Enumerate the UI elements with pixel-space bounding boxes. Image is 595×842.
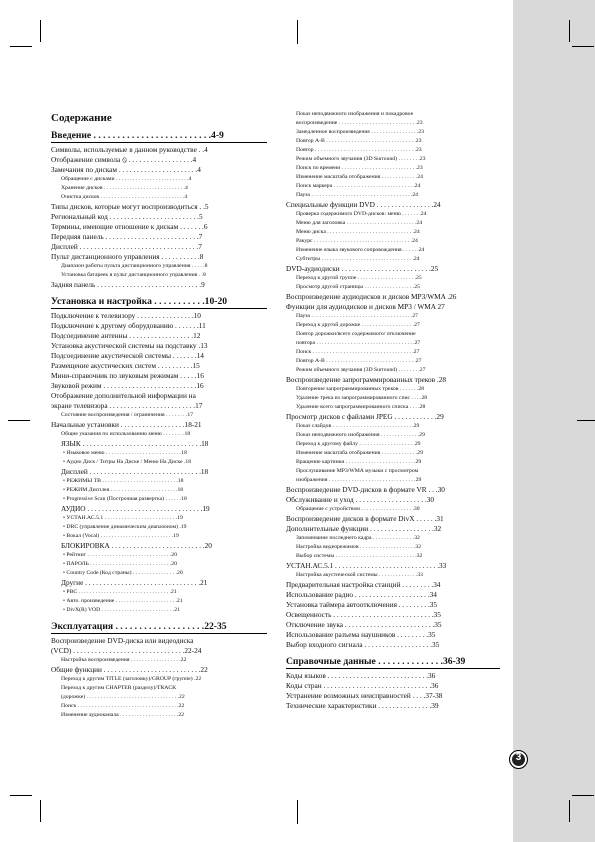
- toc-entry: Подсоединение акустической системы . . . . . . .14: [51, 351, 204, 360]
- toc-entry: Установка акустической системы на подставку .13: [51, 341, 208, 350]
- toc-entry: Переход к другому файлу . . . . . . . . . . . . . . . . . . . .29: [296, 441, 421, 447]
- toc-entry: Задняя панель . . . . . . . . . . . . . . . . . . . . . . . . . . . . .9: [51, 280, 205, 289]
- toc-entry: Обращение с дисками . . . . . . . . . . . . . . . . . . . . . . . . . .4: [61, 176, 192, 182]
- toc-entry: Обращение с устройством . . . . . . . . . . . . . . . . . . .30: [296, 506, 420, 512]
- toc-entry: Воспроизведение DVD-диска или видеодиска: [51, 636, 194, 645]
- toc-entry: Меню для заголовка . . . . . . . . . . . . . . . . . . . . . . . . .24: [296, 220, 423, 226]
- toc-entry: Изменение масштаба отображения . . . . . . . . . . . . .24: [296, 174, 423, 180]
- toc-entry: • РЕЖИМ Дисплея . . . . . . . . . . . . . . . . . . . . . . . .18: [63, 487, 184, 493]
- toc-entry: Поиск маркера . . . . . . . . . . . . . . . . . . . . . . . . . . . . .24: [296, 183, 421, 189]
- registration-mark: [577, 420, 595, 421]
- toc-entry: Дисплей . . . . . . . . . . . . . . . . . . . . . . . . . . . . . . .18: [61, 467, 209, 476]
- toc-entry: Мини-справочник по звуковым режимам . . . . .16: [51, 371, 204, 380]
- toc-right-column: [286, 110, 500, 711]
- crop-mark: [572, 46, 594, 47]
- crop-mark: [569, 800, 570, 822]
- toc-section-header: Эксплуатация . . . . . . . . . . . . . . . . . . .22-35: [51, 621, 267, 634]
- toc-entry: Использование разъема наушников . . . . . . . . .35: [286, 630, 436, 639]
- toc-entry: • РЕЖИМЫ ТВ . . . . . . . . . . . . . . . . . . . . . . . . . . .18: [63, 478, 184, 484]
- toc-entry: Изменение языка звукового сопровождения . . . . . .24: [296, 247, 425, 253]
- toc-entry: Поиск по времени . . . . . . . . . . . . . . . . . . . . . . . . . . .23: [296, 165, 423, 171]
- toc-entry: Повторение запрограммированных треков . . . . . . .28: [296, 386, 425, 392]
- toc-entry: Проверка содержимого DVD-дисков: меню . . . . . . .24: [296, 211, 427, 217]
- toc-entry: Ракурс . . . . . . . . . . . . . . . . . . . . . . . . . . . . . . . . . . .24: [296, 238, 418, 244]
- toc-entry: Переход к другой группе . . . . . . . . . . . . . . . . . . . . .25: [296, 275, 422, 281]
- toc-entry: Воспроизведение аудиодисков и дисков MP3/WMA .26: [286, 292, 457, 301]
- toc-entry: Переход к другой дорожке . . . . . . . . . . . . . . . . . . .27: [296, 322, 420, 328]
- toc-entry: Показ слайдов . . . . . . . . . . . . . . . . . . . . . . . . . . . . .29: [296, 423, 420, 429]
- toc-entry: Отключение звука . . . . . . . . . . . . . . . . . . . . . . . . .35: [286, 620, 442, 629]
- toc-entry: Использование радио . . . . . . . . . . . . . . . . . . . . .34: [286, 590, 437, 599]
- toc-entry: АУДИО . . . . . . . . . . . . . . . . . . . . . . . . . . . . . . . .19: [61, 504, 210, 513]
- toc-entry: Типы дисков, которые могут воспроизводиться . .5: [51, 202, 209, 211]
- toc-entry: Коды стран . . . . . . . . . . . . . . . . . . . . . . . . . . . . . .36: [286, 681, 439, 690]
- toc-entry: Переход к другим TITLE (заголовку)/GROUP (группе) .22: [61, 676, 202, 682]
- toc-entry: • Аудио Диск / Титры На Диске / Меню На Диске .18: [63, 459, 192, 465]
- page-title: Содержание: [51, 112, 112, 124]
- toc-left-column: [51, 106, 267, 720]
- toc-entry: Просмотр дисков с файлами JPEG . . . . . . . . . . . .29: [286, 412, 444, 421]
- toc-entry: Поиск . . . . . . . . . . . . . . . . . . . . . . . . . . . . . . . . . . . .27: [296, 349, 420, 355]
- side-tab: [513, 0, 595, 842]
- toc-entry: Воспроизведение DVD-дисков в формате VR . . .30: [286, 485, 445, 494]
- toc-entry: Субтитры . . . . . . . . . . . . . . . . . . . . . . . . . . . . . . . . .24: [296, 256, 420, 262]
- toc-entry: • Country Code (Код страны) . . . . . . . . . . . . . . . .20: [63, 570, 183, 576]
- toc-entry: Изменение масштаба отображения . . . . . . . . . . . . .29: [296, 450, 423, 456]
- toc-entry: Воспроизведение дисков в формате DivX . . . . . .31: [286, 514, 444, 523]
- toc-entry: Устранение возможных неисправностей . . . .37-38: [286, 691, 443, 700]
- toc-entry: Термины, имеющие отношение к дискам . . . . . . .6: [51, 222, 208, 231]
- toc-entry: • Вокал (Vocal) . . . . . . . . . . . . . . . . . . . . . . . . . .19: [63, 533, 179, 539]
- toc-entry: Технические характеристики . . . . . . . . . . . . . . .39: [286, 701, 439, 710]
- toc-entry: Настройка видеорежимов . . . . . . . . . . . . . . . . . . . .32: [296, 544, 422, 550]
- toc-entry: Режим объемного звучания (3D Surround) . . . . . . . .23: [296, 156, 426, 162]
- toc-entry: Другие . . . . . . . . . . . . . . . . . . . . . . . . . . . . . . . .21: [61, 578, 208, 587]
- toc-entry: Начальные установки . . . . . . . . . . . . . . . . . .18-21: [51, 420, 202, 429]
- toc-section-header: Введение . . . . . . . . . . . . . . . . . . . . . . . . .4-9: [51, 130, 267, 143]
- toc-entry: Повтор дорожки/всего содержимого/ отключение: [296, 331, 416, 337]
- toc-entry: Удаление трека из запрограммированного спис . . . .28: [296, 395, 428, 401]
- toc-entry: Замедленное воспроизведение . . . . . . . . . . . . . . . . .23: [296, 129, 424, 135]
- toc-entry: изображения . . . . . . . . . . . . . . . . . . . . . . . . . . . . . . .29: [296, 477, 422, 483]
- toc-entry: Передняя панель . . . . . . . . . . . . . . . . . . . . . . . . . .7: [51, 232, 203, 241]
- toc-entry: Общие функции . . . . . . . . . . . . . . . . . . . . . . . . . . .22: [51, 665, 208, 674]
- toc-entry: Замечания по дискам . . . . . . . . . . . . . . . . . . . . . .4: [51, 165, 201, 174]
- registration-mark: [297, 20, 298, 44]
- toc-entry: Поиск . . . . . . . . . . . . . . . . . . . . . . . . . . . . . . . . . . . .22: [61, 703, 185, 709]
- toc-entry: • УСТАН.АС.5.1 . . . . . . . . . . . . . . . . . . . . . . . . . .19: [63, 515, 183, 521]
- toc-entry: Повтор A-B . . . . . . . . . . . . . . . . . . . . . . . . . . . . . . . .23: [296, 138, 422, 144]
- toc-entry: Настройка акустической системы . . . . . . . . . . . . . .33: [296, 572, 424, 578]
- toc-entry: Дисплей . . . . . . . . . . . . . . . . . . . . . . . . . . . . . . . . .7: [51, 242, 202, 251]
- toc-entry: Хранение дисков . . . . . . . . . . . . . . . . . . . . . . . . . . . . .4: [61, 185, 188, 191]
- toc-entry: Предварительная настройка станций . . . . . . . . .34: [286, 580, 441, 589]
- toc-entry: (дорожке) . . . . . . . . . . . . . . . . . . . . . . . . . . . . . . . . .22: [61, 694, 185, 700]
- toc-entry: Установка таймера автоотключения . . . . . . . . .35: [286, 600, 438, 609]
- toc-entry: воспроизведение . . . . . . . . . . . . . . . . . . . . . . . . . . . .23: [296, 120, 423, 126]
- toc-entry: Подсоединение антенны . . . . . . . . . . . . . . . . . .12: [51, 331, 201, 340]
- toc-entry: Дополнительные функции . . . . . . . . . . . . . . . . . .32: [286, 524, 442, 533]
- toc-entry: Специальные функции DVD . . . . . . . . . . . . . . . .24: [286, 200, 441, 209]
- registration-mark: [8, 420, 30, 421]
- toc-entry: Пульт дистанционного управления . . . . . . . . . . .8: [51, 252, 204, 261]
- toc-entry: Пауза . . . . . . . . . . . . . . . . . . . . . . . . . . . . . . . . . . . .27: [296, 313, 419, 319]
- toc-entry: УСТАН.АС.5.1 . . . . . . . . . . . . . . . . . . . . . . . . . . . . .33: [286, 561, 447, 570]
- toc-entry: (VCD) . . . . . . . . . . . . . . . . . . . . . . . . . . . . . . .22-24: [51, 646, 202, 655]
- toc-entry: Отображение дополнительной информации на: [51, 391, 196, 400]
- toc-entry: Подключение к телевизору . . . . . . . . . . . . . . . .10: [51, 311, 201, 320]
- page-number: 3: [515, 752, 522, 763]
- toc-entry: Установка батареек в пульт дистанционного управления . .8: [61, 272, 206, 278]
- toc-section-header: Установка и настройка . . . . . . . . . . .10-20: [51, 296, 267, 309]
- toc-entry: Изменение аудиоканала . . . . . . . . . . . . . . . . . . . . .22: [61, 712, 185, 718]
- toc-entry: Прослушивание MP3/WMA музыки с просмотром: [296, 468, 419, 474]
- toc-entry: Общие указания по использованию меню . . . . . . . .18: [61, 431, 191, 437]
- toc-entry: • Языковое меню . . . . . . . . . . . . . . . . . . . . . . . . . . .18: [63, 450, 187, 456]
- toc-entry: Запоминание последнего кадра . . . . . . . . . . . . . . .32: [296, 535, 420, 541]
- toc-entry: повтора . . . . . . . . . . . . . . . . . . . . . . . . . . . . . . . . . . .27: [296, 340, 421, 346]
- page-number-badge: [509, 750, 528, 769]
- toc-entry: Вращение картинки . . . . . . . . . . . . . . . . . . . . . . . . .29: [296, 459, 422, 465]
- toc-entry: БЛОКИРОВКА . . . . . . . . . . . . . . . . . . . . . . . . . .20: [61, 541, 212, 550]
- crop-mark: [40, 20, 41, 42]
- toc-entry: Повтор A-B . . . . . . . . . . . . . . . . . . . . . . . . . . . . . . . .27: [296, 358, 422, 364]
- toc-entry: Режим объемного звучания (3D Surround) . . . . . . . .27: [296, 367, 426, 373]
- toc-entry: • Авто. произведение . . . . . . . . . . . . . . . . . . . . . .21: [63, 598, 183, 604]
- toc-entry: Региональный код . . . . . . . . . . . . . . . . . . . . . . . . .5: [51, 212, 203, 221]
- toc-entry: Освещенность . . . . . . . . . . . . . . . . . . . . . . . . . . . .35: [286, 610, 441, 619]
- toc-entry: Обслуживание и уход . . . . . . . . . . . . . . . . . . . .30: [286, 495, 434, 504]
- toc-entry: Пауза . . . . . . . . . . . . . . . . . . . . . . . . . . . . . . . . . . . .24: [296, 192, 419, 198]
- toc-entry: • Progressive Scan (Построчная развертка) . . . . . .18: [63, 496, 187, 502]
- toc-entry: Подключение к другому оборудованию . . . . . . .11: [51, 321, 206, 330]
- toc-entry: Размещение акустических систем . . . . . . . . . .15: [51, 361, 200, 370]
- toc-entry: экране телевизора . . . . . . . . . . . . . . . . . . . . . . . .17: [51, 401, 203, 410]
- toc-entry: Воспроизведение запрограммированных треков .28: [286, 375, 446, 384]
- toc-entry: • Рейтинг . . . . . . . . . . . . . . . . . . . . . . . . . . . . . .20: [63, 552, 177, 558]
- toc-entry: Символы, используемые в данном руководстве . .4: [51, 145, 208, 154]
- crop-mark: [40, 800, 41, 822]
- toc-entry: Показ неподвижного изображения . . . . . . . . . . . . . .29: [296, 432, 425, 438]
- crop-mark: [10, 795, 32, 796]
- toc-entry: • ПАРОЛЬ . . . . . . . . . . . . . . . . . . . . . . . . . . . . .20: [63, 561, 177, 567]
- crop-mark: [569, 20, 570, 42]
- toc-entry: Выбор системы . . . . . . . . . . . . . . . . . . . . . . . . . . . . .32: [296, 553, 423, 559]
- toc-entry: Диапазон работы пульта дистанционного управления . . . . .8: [61, 263, 208, 269]
- registration-mark: [297, 800, 298, 824]
- toc-entry: Очистка дисков . . . . . . . . . . . . . . . . . . . . . . . . . . . . . .4: [61, 194, 188, 200]
- toc-entry: ЯЗЫК . . . . . . . . . . . . . . . . . . . . . . . . . . . . . . . . .18: [61, 439, 209, 448]
- toc-entry: • PBC . . . . . . . . . . . . . . . . . . . . . . . . . . . . . . . . .21: [63, 589, 177, 595]
- toc-entry: Функции для аудиодисков и дисков MP3 / WMA 27: [286, 302, 445, 311]
- toc-entry: Звуковой режим . . . . . . . . . . . . . . . . . . . . . . . . . .16: [51, 381, 204, 390]
- toc-entry: Коды языков . . . . . . . . . . . . . . . . . . . . . . . . . . . .36: [286, 671, 436, 680]
- toc-entry: Отображение символа ⦸ . . . . . . . . . . . . . . . . . .4: [51, 155, 197, 164]
- toc-entry: Повтор . . . . . . . . . . . . . . . . . . . . . . . . . . . . . . . . . . . .23: [296, 147, 422, 153]
- crop-mark: [572, 795, 594, 796]
- toc-entry: Состояние воспроизведения / ограничения . . . . . . . .17: [61, 412, 194, 418]
- toc-entry: Переход к другим CHAPTER (разделу)/TRACK: [61, 685, 177, 691]
- toc-section-header: Справочные данные . . . . . . . . . . . . . .36-39: [286, 656, 500, 669]
- toc-entry: DVD-аудиодиски . . . . . . . . . . . . . . . . . . . . . . . . .25: [286, 264, 439, 273]
- crop-mark: [10, 46, 32, 47]
- toc-entry: Показ неподвижного изображения и покадровое: [296, 111, 414, 117]
- toc-entry: Просмотр другой страницы . . . . . . . . . . . . . . . . . .25: [296, 284, 420, 290]
- toc-entry: Удаление всего запрограммированного списка . . . .28: [296, 404, 426, 410]
- toc-entry: Меню диска . . . . . . . . . . . . . . . . . . . . . . . . . . . . . . .24: [296, 229, 420, 235]
- toc-entry: Выбор входного сигнала . . . . . . . . . . . . . . . . . . .35: [286, 640, 440, 649]
- toc-entry: Настройка воспроизведения . . . . . . . . . . . . . . . . . .22: [61, 657, 187, 663]
- toc-entry: • DivX(R) VOD . . . . . . . . . . . . . . . . . . . . . . . . . .21: [63, 607, 180, 613]
- toc-entry: • DRC (управление динамическим диапазоном) .19: [63, 524, 187, 530]
